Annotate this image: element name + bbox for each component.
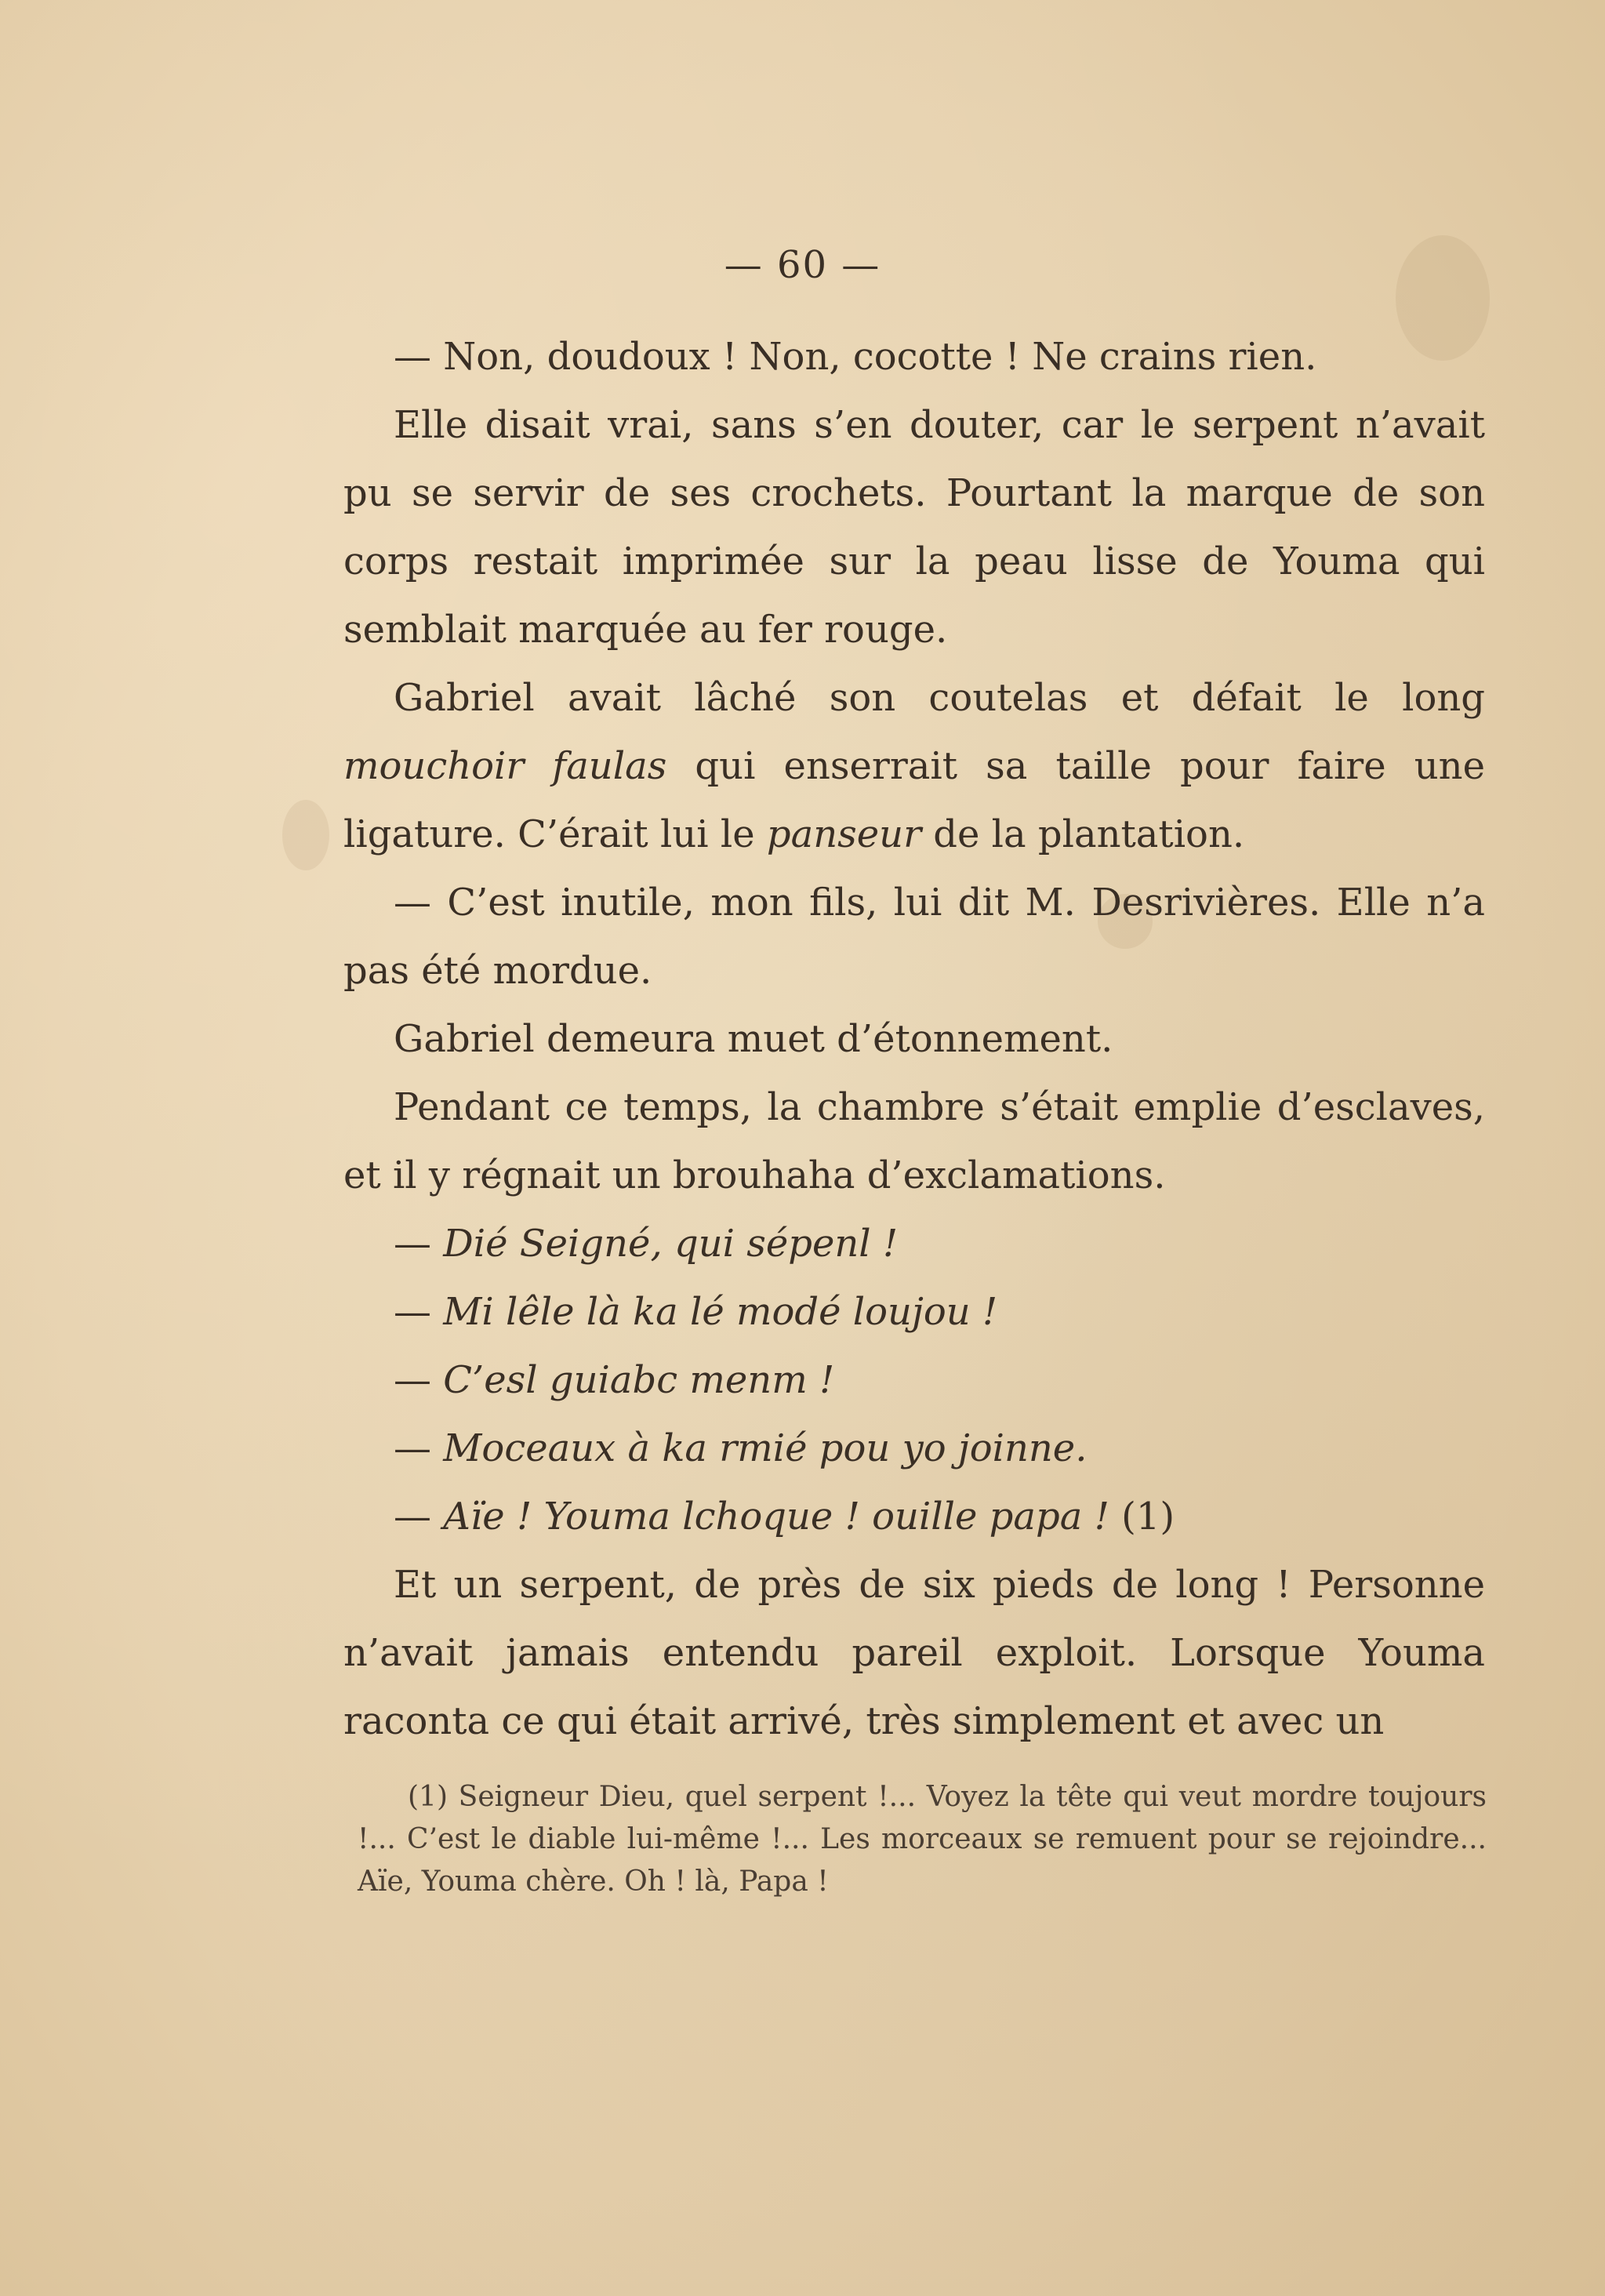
dash: —	[394, 1495, 444, 1539]
paragraph	[343, 664, 1485, 869]
text-run: qui enserrait sa taille pour faire une ligature. C’érait lui le	[343, 744, 1485, 856]
paragraph: Gabriel demeura muet d’étonnement.	[394, 1017, 1113, 1061]
italic-term: panseur	[766, 812, 922, 856]
italic-term: mouchoir faulas	[343, 744, 667, 788]
paragraph: — Non, doudoux ! Non, cocotte ! Ne crains rien.	[394, 335, 1317, 379]
footnote-text: (1) Seigneur Dieu, quel serpent !... Voyez la tête qui veut mordre toujours !... C’est le diable lui-même !... Les morceaux se remuent pour se rejoindre... Aïe, Youma chère. Oh ! là, Papa !	[358, 1781, 1487, 1898]
dialogue-line	[343, 1278, 1485, 1346]
dialogue-line	[343, 1415, 1485, 1483]
dash: —	[394, 1426, 444, 1470]
paragraph: Elle disait vrai, sans s’en douter, car le serpent n’avait pu se servir de ses crochets. Pourtant la marque de son corps restait imprimée sur la peau lisse de Youma qui semblait marquée au fer rouge.	[343, 403, 1485, 652]
dash: —	[394, 1222, 444, 1266]
page-number: — 60 —	[724, 243, 881, 287]
dash: —	[394, 1358, 444, 1402]
dialogue-line	[343, 1483, 1485, 1551]
text-run: Gabriel avait lâché son coutelas et défait le long	[394, 676, 1485, 720]
footnote-marker: (1)	[1109, 1495, 1175, 1539]
dash: —	[394, 1290, 444, 1334]
paragraph: Pendant ce temps, la chambre s’était emplie d’esclaves, et il y régnait un brouhaha d’exclamations.	[343, 1085, 1485, 1197]
creole-text: Moceaux à ka rmié pou yo joinne.	[443, 1426, 1088, 1470]
dialogue-line	[343, 1210, 1485, 1278]
creole-text: Aïe ! Youma lchoque ! ouille papa !	[443, 1495, 1109, 1539]
paper-stain	[282, 800, 329, 870]
text-run: de la plantation.	[921, 812, 1245, 856]
footnote	[358, 1776, 1487, 1903]
creole-text: C’esl guiabc menm !	[443, 1358, 835, 1402]
creole-text: Mi lêle là ka lé modé loujou !	[443, 1290, 998, 1334]
creole-text: Dié Seigné, qui sépenl !	[443, 1222, 899, 1266]
main-text	[343, 323, 1485, 1756]
paragraph: Et un serpent, de près de six pieds de long ! Personne n’avait jamais entendu pareil exploit. Lorsque Youma raconta ce qui était arrivé, très simplement et avec un	[343, 1563, 1485, 1743]
paragraph: — C’est inutile, mon fils, lui dit M. Desrivières. Elle n’a pas été mordue.	[343, 881, 1485, 993]
dialogue-line	[343, 1346, 1485, 1415]
